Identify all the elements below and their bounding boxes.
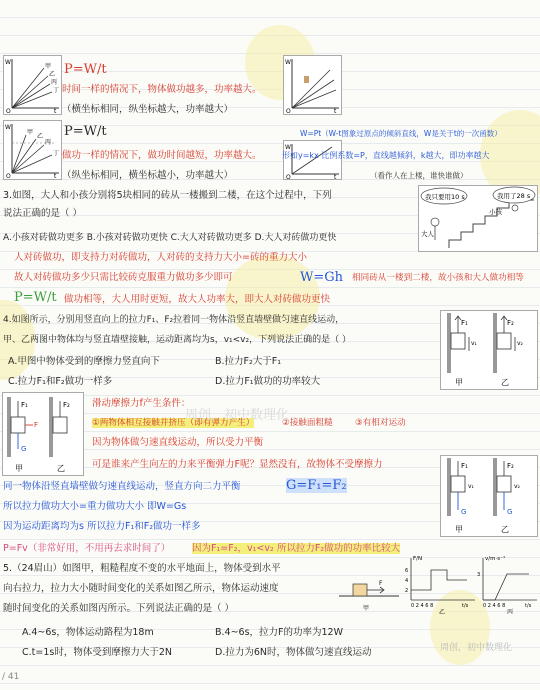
q3-stairs-svg: [419, 186, 537, 251]
graph-wt-2-l3: 丙: [45, 139, 52, 146]
q5-option-d[interactable]: D.拉力为6N时，物体做匀速直线运动: [215, 647, 372, 658]
q4-left-g: G: [21, 445, 27, 453]
q4-figure-left: [2, 392, 84, 476]
graph-wt-2-w: W: [5, 124, 11, 131]
q5-fig-yi-xticks: 0 2 4 6 8: [411, 603, 434, 609]
q3-options[interactable]: A.小孩对砖做功更多 B.小孩对砖做功更快 C.大人对砖做功更多 D.大人对砖做功更快: [3, 233, 337, 243]
graph-wt-3: [283, 55, 342, 115]
note-line-2: （横坐标相同，纵坐标越大，功率越大）: [62, 104, 234, 115]
q4-option-d[interactable]: D.拉力F₁做功的功率较大: [215, 376, 321, 387]
note-line-4: （纵坐标相同，横坐标越小，功率越大）: [62, 170, 234, 181]
q4-figure-right: [440, 455, 538, 537]
q4-top-label-jia: 甲: [455, 378, 463, 387]
graph-wt-2-t: t: [54, 173, 57, 179]
q4-left-f1: F₁: [21, 401, 28, 409]
graph-wt-2-l1: 甲: [27, 129, 34, 136]
q3-bubble-child: 我用了28 s: [497, 192, 531, 200]
q4-note-same-distance: 因为运动距离均为s 所以拉力F₁和F₂做功一样多: [3, 521, 201, 532]
q4-right-f2: F₂: [507, 462, 514, 470]
q4-right-v2: v₂: [514, 483, 520, 490]
q5-caption-jia: 甲: [363, 605, 370, 612]
q4-figure-left-svg: [3, 393, 83, 475]
q4-figure-top-svg: [441, 311, 537, 389]
q3-answer-formula-p: P=W/t: [14, 290, 57, 305]
q4-left-label-jia: 甲: [15, 464, 23, 473]
q5-caption-bing: 丙: [507, 609, 514, 614]
power-formula-2: P=W/t: [64, 124, 107, 139]
q3-adult-icon: [431, 218, 439, 226]
note-right-2: 形如y=kx 比例系数=P，直线越倾斜，k越大，即功率越大: [282, 151, 490, 160]
graph-wt-1-w: W: [5, 59, 11, 66]
q4-stem-line-2: 甲、乙两图中物体均与竖直墙壁接触，运动距离均为s，v₁<v₂，下列说法正确的是（ ）: [3, 335, 351, 345]
graph-wt-4-o: O: [286, 174, 291, 179]
q3-answer-2: 故人对砖做功多少只需比较砖克服重力做功多少即可: [14, 272, 233, 283]
q4-right-g2: G: [507, 508, 513, 516]
q4-option-b[interactable]: B.拉力F₂大于F₁: [215, 356, 282, 367]
watermark-center-text: 周创，初中数理化: [185, 408, 290, 423]
q4-note-equilibrium-formula: [286, 478, 347, 493]
q5-figures-svg: [335, 552, 538, 614]
q4-note-work-equal: 所以拉力做功大小=重力做功大小 即W=Gs: [3, 501, 187, 512]
graph-wt-2-l4: 丁: [53, 150, 60, 157]
graph-wt-1: [3, 55, 62, 115]
q4-figure-top: [440, 310, 538, 390]
q5-fig-bing-tick-3: 3: [477, 572, 481, 578]
q5-fig-bing-xticks: 0 2 4 6 8: [483, 603, 506, 609]
q4-top-v1: v₁: [471, 340, 477, 347]
graph-wt-1-svg: [4, 56, 61, 114]
watermark-bottom-text: 周创，初中数理化: [440, 643, 513, 653]
graph-wt-3-w: W: [285, 59, 291, 66]
q3-label-adult: 大人: [421, 230, 434, 238]
q4-option-c[interactable]: C.拉力F₁和F₂做功一样多: [8, 376, 113, 387]
graph-wt-2-l2: 乙: [37, 133, 44, 140]
q4-right-f1: F₁: [461, 462, 468, 470]
graph-wt-3-svg: [284, 56, 341, 114]
q5-fig-yi-tick-4: 4: [405, 578, 409, 584]
q4-top-f1: F₁: [461, 319, 468, 327]
q4-note-equilibrium: 同一物体沿竖直墙壁做匀速直线运动，竖直方向二力平衡: [3, 481, 241, 492]
q4-right-v1: v₁: [468, 483, 474, 490]
q4-left-f: F: [34, 421, 39, 429]
graph-wt-4-t: t: [334, 174, 337, 179]
q4-note-pfv: P=Fv（非常好用，不用再去求时间了）: [3, 543, 171, 554]
q5-fig-yi-tick-2: 2: [405, 588, 409, 594]
q5-fig-bing-xlabel: t/s: [525, 603, 532, 609]
q4-right-g1: G: [461, 508, 467, 516]
note-line-3: 做功一样的情况下，做功时间越短，功率越大。: [62, 150, 262, 161]
q4-note-friction-cond1-text: ①两物体相互接触并挤压（即有弹力产生）: [92, 418, 255, 428]
q4-note-friction-cond2: ②接触面粗糙: [282, 418, 333, 428]
graph-wt-3-t: t: [334, 108, 337, 114]
graph-wt-1-l4: 丁: [53, 87, 60, 94]
q4-note-equilibrium-formula-text: G=F₁=F₂: [286, 478, 347, 493]
q5-stem-line-2: 向右拉力，拉力大小随时间变化的关系如图乙所示，物体运动速度: [3, 583, 279, 594]
q4-left-f2: F₂: [63, 401, 70, 409]
graph-wt-3-figure-icon: [304, 76, 309, 83]
q4-top-label-yi: 乙: [501, 378, 509, 387]
q5-fig-yi-ylabel: F/N: [413, 556, 423, 562]
q3-answer-3: 相同砖从一楼到二楼，故小孩和大人做功相等: [352, 273, 524, 283]
graph-wt-1-l2: 乙: [49, 71, 56, 78]
q3-stem-line-2: 说法正确的是（ ）: [3, 208, 83, 219]
q3-child-icon: [512, 205, 518, 211]
q5-fig-yi-xlabel: t/s: [462, 603, 469, 609]
q5-caption-yi: 乙: [439, 609, 446, 614]
q3-answer-1: 人对砖做功，即支持力对砖做功，人对砖的支持力大小=砖的重力大小: [14, 252, 307, 263]
power-formula-1: P=W/t: [64, 62, 107, 77]
graph-wt-2-o: O: [6, 173, 11, 179]
q5-option-c[interactable]: C.t=1s时，物体受到摩擦力大于2N: [22, 647, 172, 658]
q5-fig-yi-tick-6: 6: [405, 568, 409, 574]
q4-note-conclusion-text: 因为F₁=F₂，v₁<v₂ 所以拉力F₂做功的功率比较大: [192, 543, 401, 554]
q5-option-a[interactable]: A.4~6s，物体运动路程为18m: [22, 627, 154, 638]
q4-note-friction-cond3: ③有相对运动: [355, 418, 406, 428]
graph-wt-2-svg: [4, 121, 61, 179]
q4-note-no-friction: 可是谁来产生向左的力来平衡弹力F呢？显然没有，故物体不受摩擦力: [92, 459, 383, 470]
graph-wt-3-o: O: [286, 108, 291, 114]
q4-left-label-yi: 乙: [57, 464, 65, 473]
q4-right-label-yi: 乙: [501, 525, 509, 534]
graph-wt-1-l3: 丙: [51, 79, 58, 86]
q5-block-f: F: [379, 580, 383, 587]
page-number: / 41: [2, 672, 20, 682]
graph-wt-2: [3, 120, 62, 180]
q4-note-balance: 因为物体做匀速直线运动，所以受力平衡: [92, 437, 264, 448]
q4-note-friction-title: 滑动摩擦力f产生条件：: [92, 398, 191, 409]
q3-label-child: 小孩: [489, 208, 502, 216]
note-right-1: W=Pt（W-t图象过原点的倾斜直线，W是关于t的一次函数）: [300, 129, 502, 138]
graph-wt-4-w: W: [285, 144, 291, 151]
q4-option-a[interactable]: A.甲图中物体受到的摩擦力竖直向下: [8, 356, 160, 367]
graph-wt-1-o: O: [6, 108, 11, 114]
q4-stem-line-1: 4.如图所示，分别用竖直向上的拉力F₁、F₂拉着同一物体沿竖直墙壁做匀速直线运动，: [3, 315, 345, 325]
q4-right-label-jia: 甲: [455, 525, 463, 534]
q3-stairs-figure: [418, 185, 538, 252]
q5-figures: [335, 552, 538, 614]
q3-bubble-adult: 我只要用10 s: [425, 193, 465, 201]
q3-stem-line-1: 3.如图，大人和小孩分别将5块相同的砖从一楼搬到二楼，在这个过程中，下列: [3, 190, 332, 201]
q5-stem-line-1: 5.（24眉山）如图甲，粗糙程度不变的水平地面上，物体受到水平: [3, 563, 281, 574]
q3-answer-4: 做功相等，大人用时更短，故大人功率大，即大人对砖做功更快: [64, 294, 331, 305]
q4-top-v2: v₂: [517, 340, 523, 347]
note-right-3: （看作人在上楼，谁快谁做）: [370, 171, 468, 180]
q4-top-f2: F₂: [507, 319, 514, 327]
q4-figure-right-svg: [441, 456, 537, 536]
note-line-1: 时间一样的情况下，物体做功越多，功率越大。: [62, 84, 262, 95]
graph-wt-1-t: t: [54, 108, 57, 114]
q5-option-b[interactable]: B.4~6s，拉力F的功率为12W: [215, 627, 343, 638]
graph-wt-1-l1: 甲: [45, 63, 52, 70]
q5-stem-line-3: 随时间变化的关系如图丙所示。下列说法正确的是（ ）: [3, 603, 235, 614]
q3-answer-formula-wgh: W=Gh: [300, 270, 344, 285]
q5-block-icon: [353, 584, 367, 596]
q5-fig-bing-ylabel: v/m·s⁻¹: [485, 556, 506, 562]
